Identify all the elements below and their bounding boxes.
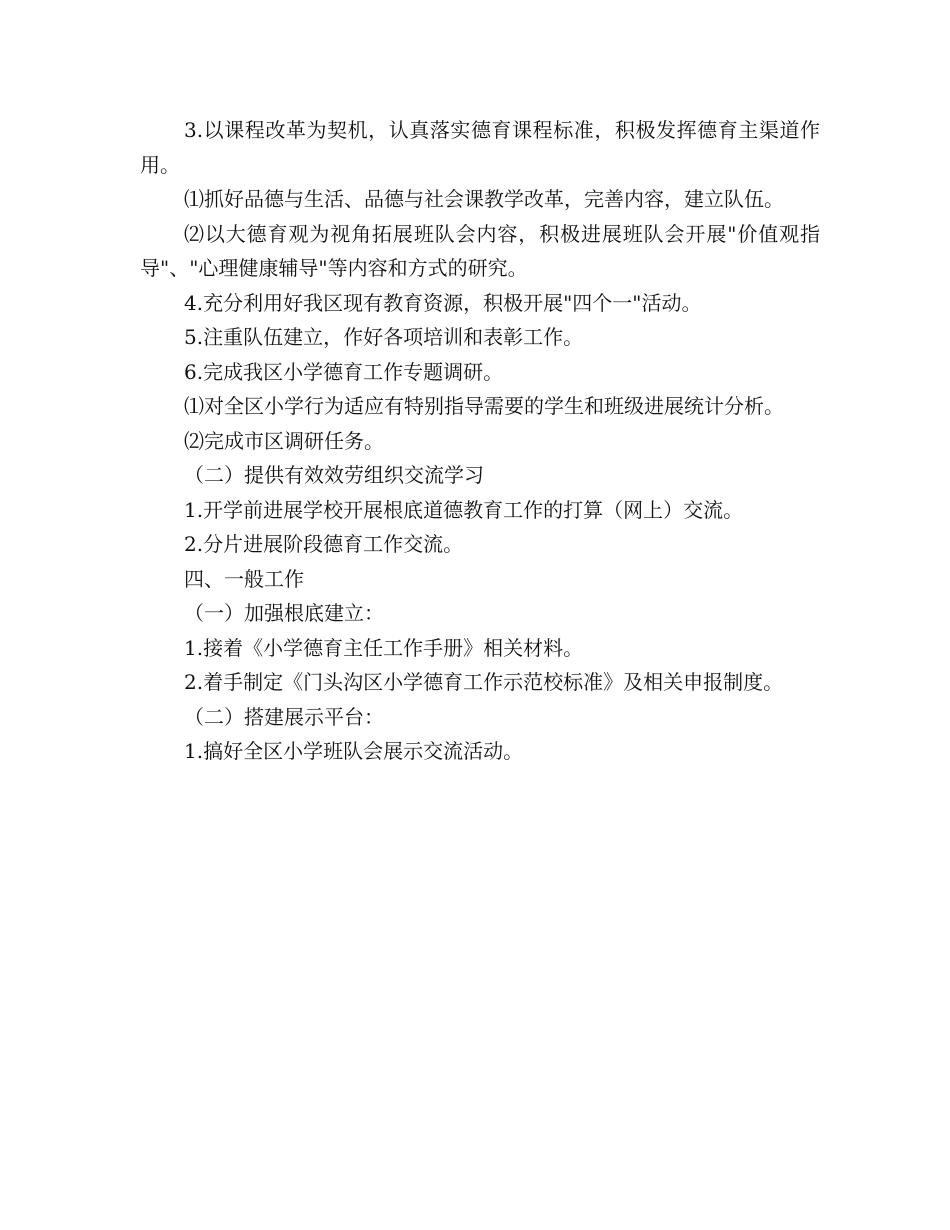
paragraph-subitem-1: ⑴抓好品德与生活、品德与社会课教学改革，完善内容，建立队伍。	[184, 187, 784, 211]
paragraph-item-3: 3.以课程改革为契机，认真落实德育课程标准，积极发挥德育主渠道作用。	[140, 118, 820, 177]
paragraph-foundation-1: 1.接着《小学德育主任工作手册》相关材料。	[184, 635, 584, 660]
paragraph-exchange-1: 1.开学前进展学校开展根底道德教育工作的打算（网上）交流。	[184, 497, 744, 522]
paragraph-foundation-2: 2.着手制定《门头沟区小学德育工作示范校标准》及相关申报制度。	[184, 670, 784, 694]
paragraph-item-6: 6.完成我区小学德育工作专题调研。	[184, 359, 504, 384]
paragraph-subitem-2: ⑵以大德育观为视角拓展班队会内容，积极进展班队会开展"价值观指导"、"心理健康辅导"等内容和方式的研究。	[140, 221, 820, 280]
paragraph-item-4: 4.充分利用好我区现有教育资源，积极开展"四个一"活动。	[184, 290, 702, 315]
document-body	[140, 113, 820, 769]
paragraph-item-5: 5.注重队伍建立，作好各项培训和表彰工作。	[184, 325, 584, 349]
paragraph-platform-1: 1.搞好全区小学班队会展示交流活动。	[184, 739, 524, 763]
paragraph-item-6-subitem-2: ⑵完成市区调研任务。	[184, 428, 384, 453]
subsection-heading-foundation: （一）加强根底建立：	[184, 601, 384, 625]
subsection-heading-platform: （二）搭建展示平台：	[184, 704, 384, 729]
section-heading-exchange: （二）提供有效效劳组织交流学习	[184, 463, 484, 487]
section-heading-general-work: 四、一般工作	[184, 566, 304, 591]
paragraph-exchange-2: 2.分片进展阶段德育工作交流。	[184, 532, 464, 556]
paragraph-item-6-subitem-1: ⑴对全区小学行为适应有特别指导需要的学生和班级进展统计分析。	[184, 394, 784, 418]
